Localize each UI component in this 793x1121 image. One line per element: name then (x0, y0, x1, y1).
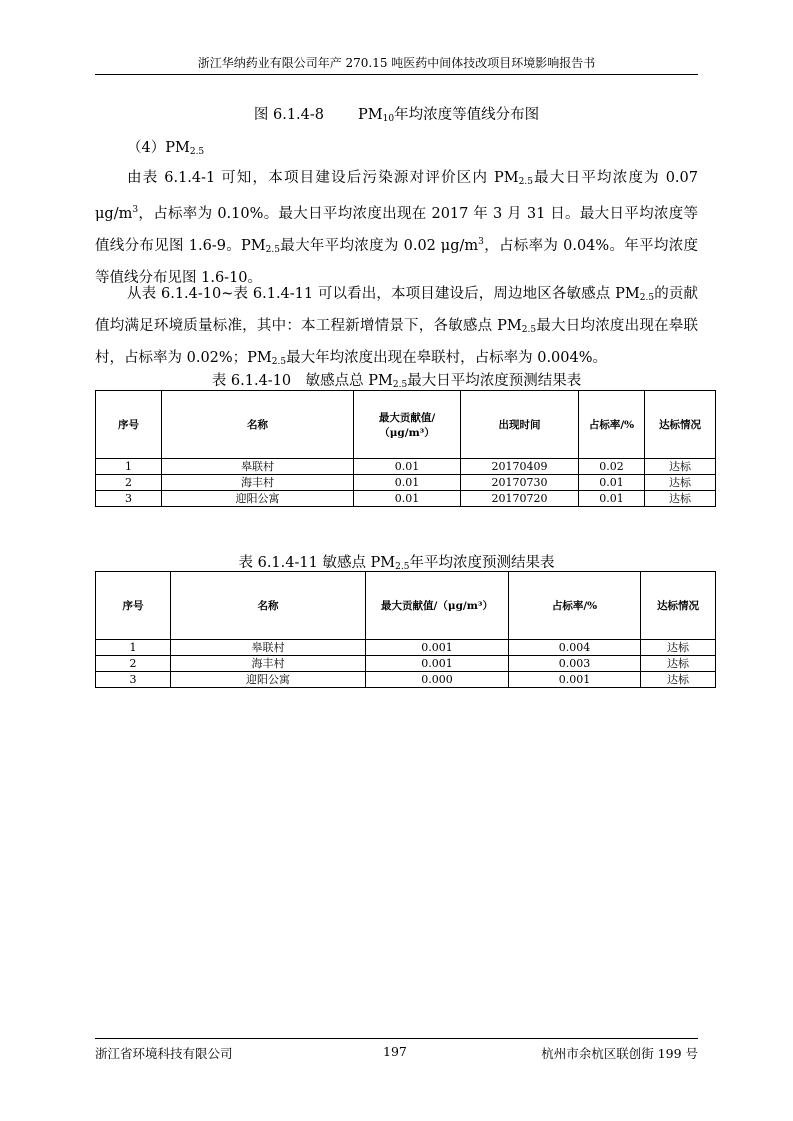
table1-caption-pre: 表 6.1.4-10 敏感点总 PM (211, 373, 393, 389)
table-daily-max (95, 390, 716, 507)
table2-caption (95, 551, 698, 572)
col-header-status: 达标情况 (641, 572, 716, 640)
col-header-status: 达标情况 (645, 391, 716, 459)
cell-time: 20170730 (461, 475, 579, 491)
col-header-max: 最大贡献值/（μg/m³） (366, 572, 509, 640)
cell-name: 迎阳公寓 (162, 491, 354, 507)
para1-b: 最大日平均浓度为 0.07 μg/m (95, 170, 698, 222)
figure-number: 图 6.1.4-8 (253, 107, 325, 123)
para1-b-sup: 3 (132, 205, 139, 215)
cell-no: 2 (96, 475, 162, 491)
cell-status: 达标 (641, 656, 716, 672)
para1-c: ，占标率为 0.10%。最大日平均浓度出现在 2017 年 3 月 31 日。最大日平均浓度等值线分布见图 1.6-9。PM (95, 206, 698, 254)
figure-title-pre: PM (358, 107, 383, 123)
para2-a: 从表 6.1.4-10~表 6.1.4-11 可以看出，本项目建设后，周边地区各敏感点 PM (127, 286, 640, 302)
cell-status: 达标 (641, 672, 716, 688)
col-header-name: 名称 (171, 572, 366, 640)
cell-ratio: 0.004 (509, 640, 641, 656)
section-heading (127, 136, 204, 157)
table-annual-avg (95, 571, 716, 688)
para2-b: 的贡献值均满足环境质量标准，其中：本工程新增情景下，各敏感点 PM (95, 286, 698, 334)
cell-value: 0.001 (366, 656, 509, 672)
cell-ratio: 0.003 (509, 656, 641, 672)
cell-no: 2 (96, 656, 171, 672)
cell-value: 0.01 (354, 475, 461, 491)
figure-title-post: 年均浓度等值线分布图 (394, 107, 540, 123)
table1-caption-sub: 2.5 (392, 380, 408, 390)
table-header-row (96, 391, 716, 459)
cell-ratio: 0.01 (579, 491, 645, 507)
para1-c-sub: 2.5 (265, 245, 280, 255)
col-header-max-line1: 最大贡献值/ (378, 411, 436, 424)
table1-caption-post: 最大日平均浓度预测结果表 (407, 373, 582, 389)
table-row (96, 656, 716, 672)
para1-d: 最大年平均浓度为 0.02 μg/m (279, 238, 479, 254)
col-header-max (354, 391, 461, 459)
figure-caption (95, 103, 698, 124)
paragraph-2 (95, 280, 698, 376)
paragraph-1 (95, 164, 698, 292)
col-header-time: 出现时间 (461, 391, 579, 459)
cell-status: 达标 (641, 640, 716, 656)
para2-c: 最大日均浓度出现在皋联村，占标率为 0.02%；PM (95, 318, 698, 366)
cell-value: 0.001 (366, 640, 509, 656)
cell-no: 3 (96, 672, 171, 688)
cell-no: 1 (96, 459, 162, 475)
cell-ratio: 0.01 (579, 475, 645, 491)
cell-ratio: 0.001 (509, 672, 641, 688)
para2-a-sub: 2.5 (639, 293, 655, 303)
cell-value: 0.000 (366, 672, 509, 688)
para1-d-sup: 3 (478, 237, 484, 247)
footer-company: 浙江省环境科技有限公司 (95, 1046, 233, 1061)
page-number: 197 (383, 1044, 407, 1059)
para1-e: ，占标率为 0.04%。年平均浓度等值线分布见图 1.6-10。 (95, 238, 699, 286)
cell-status: 达标 (645, 475, 716, 491)
cell-name: 海丰村 (171, 656, 366, 672)
table-row (96, 475, 716, 491)
cell-name: 迎阳公寓 (171, 672, 366, 688)
table2-caption-sub: 2.5 (395, 562, 410, 572)
cell-value: 0.01 (354, 459, 461, 475)
table-row (96, 640, 716, 656)
col-header-ratio: 占标率/% (579, 391, 645, 459)
header-rule (95, 74, 698, 75)
col-header-no: 序号 (96, 391, 162, 459)
table-row (96, 672, 716, 688)
table1-caption (95, 369, 698, 390)
para2-d: 最大年均浓度出现在皋联村，占标率为 0.004%。 (286, 350, 608, 366)
cell-status: 达标 (645, 459, 716, 475)
heading-pre: （4）PM (127, 140, 190, 156)
cell-no: 1 (96, 640, 171, 656)
table-header-row (96, 572, 716, 640)
table2-caption-pre: 表 6.1.4-11 敏感点 PM (238, 555, 396, 571)
running-header: 浙江华纳药业有限公司年产 270.15 吨医药中间体技改项目环境影响报告书 (197, 56, 596, 70)
col-header-ratio: 占标率/% (509, 572, 641, 640)
para1-a: 由表 6.1.4-1 可知，本项目建设后污染源对评价区内 PM (127, 170, 519, 186)
table2-caption-post: 年平均浓度预测结果表 (409, 555, 555, 571)
col-header-no: 序号 (96, 572, 171, 640)
col-header-name: 名称 (162, 391, 354, 459)
para2-c-sub: 2.5 (271, 357, 287, 367)
cell-name: 皋联村 (171, 640, 366, 656)
footer-rule (95, 1038, 698, 1039)
para1-a-sub: 2.5 (518, 177, 533, 187)
cell-name: 海丰村 (162, 475, 354, 491)
para2-b-sub: 2.5 (521, 325, 537, 335)
cell-name: 皋联村 (162, 459, 354, 475)
cell-time: 20170720 (461, 491, 579, 507)
table-row (96, 491, 716, 507)
cell-no: 3 (96, 491, 162, 507)
cell-time: 20170409 (461, 459, 579, 475)
col-header-max-line2: （μg/m³） (379, 426, 435, 439)
cell-status: 达标 (645, 491, 716, 507)
table-row (96, 459, 716, 475)
cell-value: 0.01 (354, 491, 461, 507)
cell-ratio: 0.02 (579, 459, 645, 475)
heading-sub: 2.5 (189, 147, 205, 157)
figure-title-sub: 10 (382, 114, 395, 124)
footer-address: 杭州市余杭区联创街 199 号 (541, 1046, 698, 1061)
